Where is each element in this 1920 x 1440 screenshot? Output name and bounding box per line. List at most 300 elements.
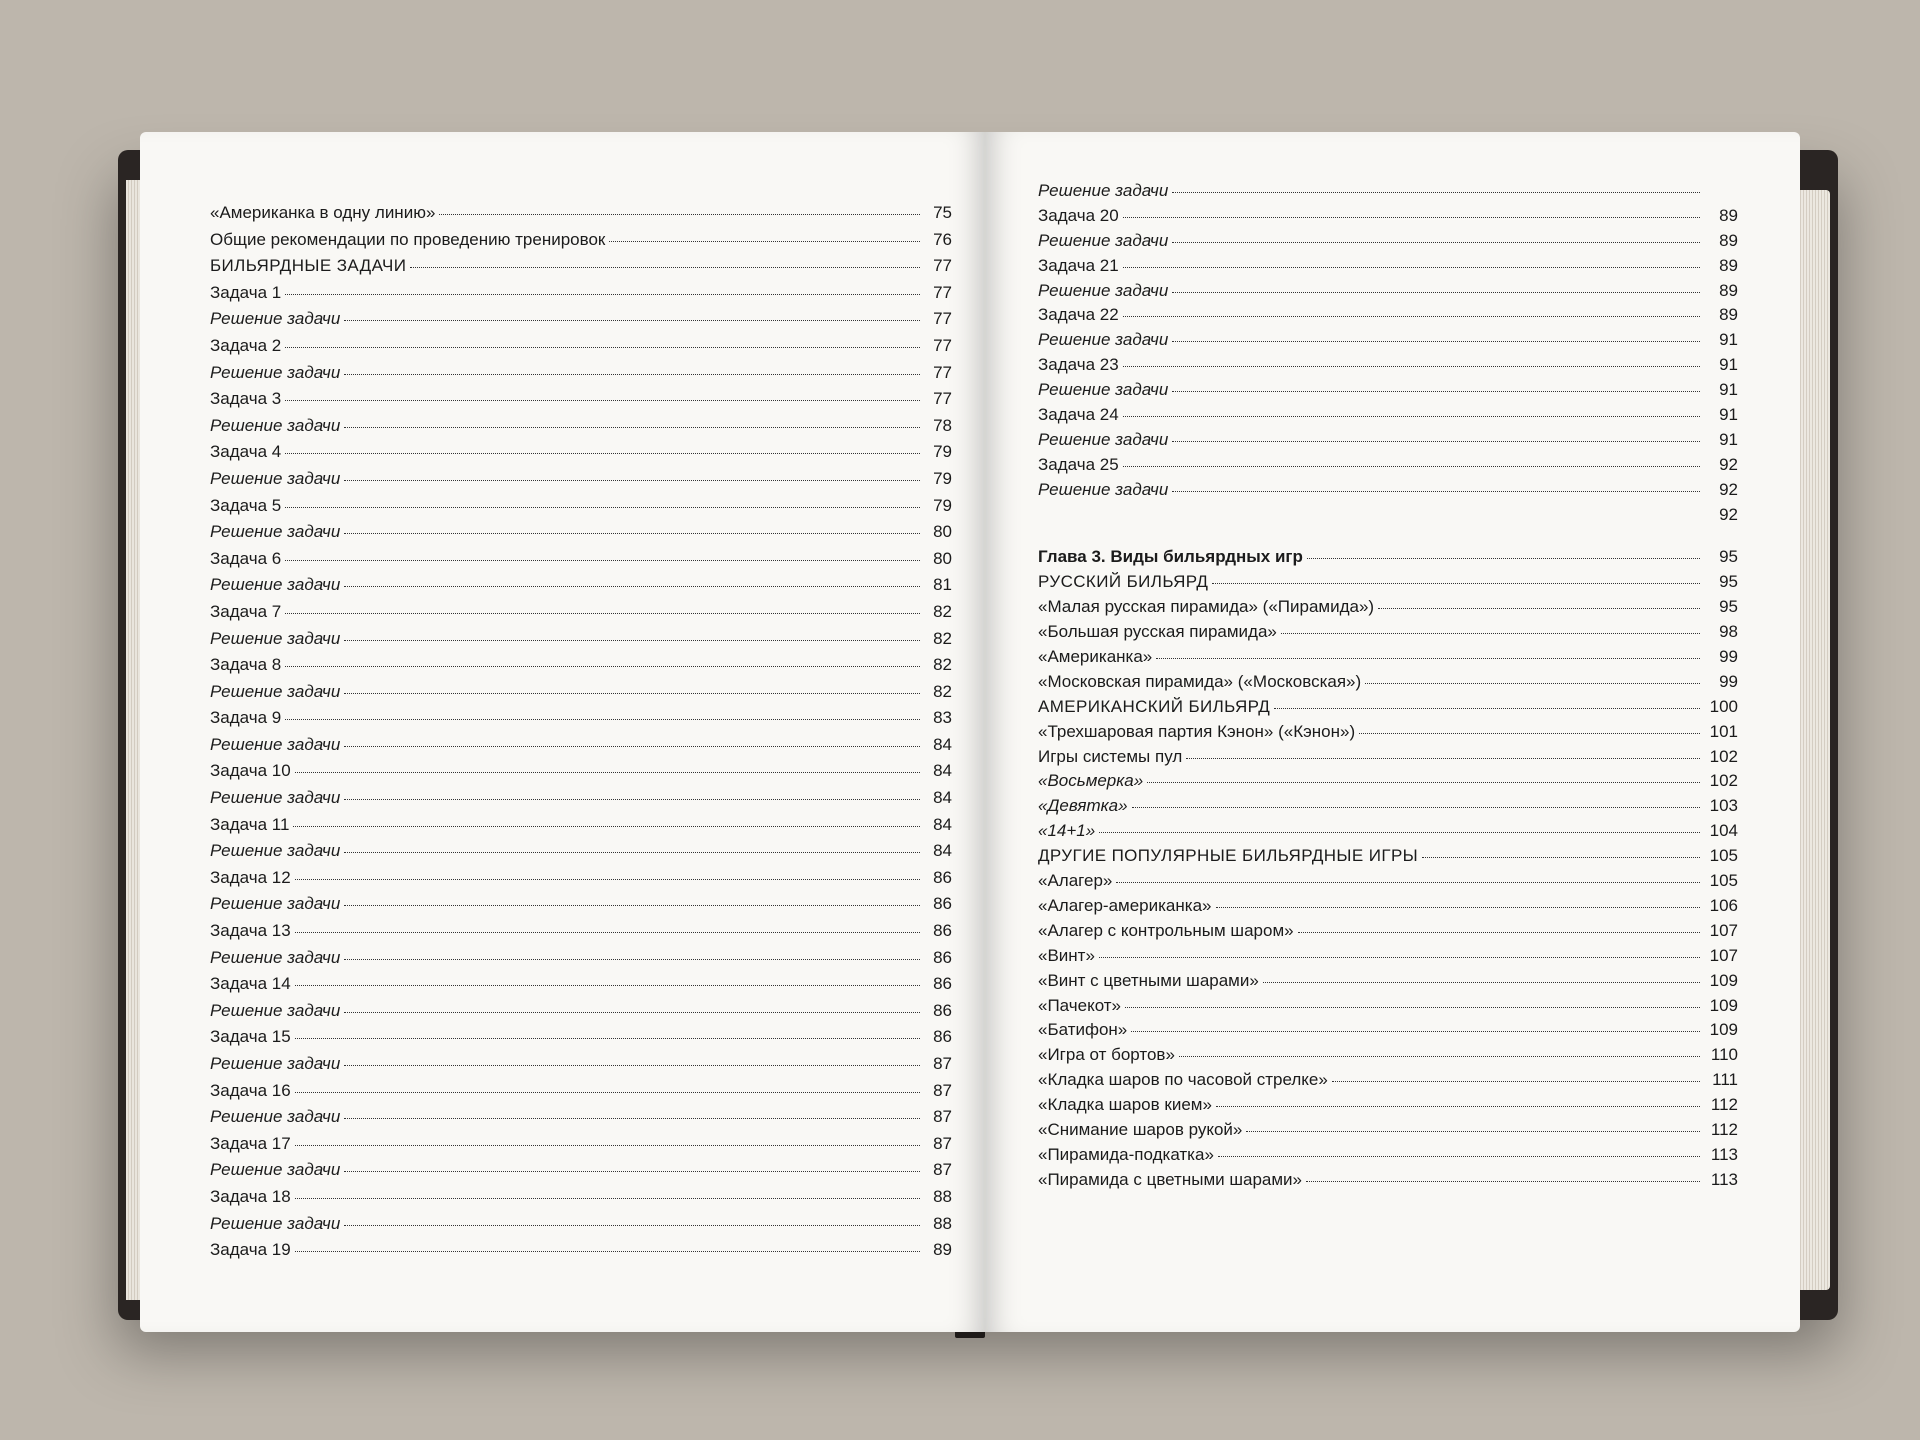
toc-entry-page: 91 (1719, 429, 1738, 449)
toc-entry-page: 91 (1719, 405, 1738, 425)
toc-entry-page: 77 (933, 335, 952, 355)
toc-entry-title: «Батифон» (1038, 1020, 1128, 1040)
toc-entry-page: 82 (933, 681, 952, 701)
dot-leader (285, 400, 920, 401)
dot-leader (1172, 292, 1700, 293)
toc-entry (1038, 996, 1738, 1021)
toc-entry (1038, 747, 1738, 772)
toc-entry-title: Решение задачи (210, 1160, 341, 1180)
toc-entry-page: 86 (933, 921, 952, 941)
dot-leader (1123, 416, 1700, 417)
dot-leader (344, 1065, 920, 1066)
toc-entry-title: Решение задачи (1038, 181, 1169, 200)
toc-entry-title: Решение задачи (210, 415, 341, 435)
toc-entry (1038, 455, 1738, 480)
toc-entry (1038, 896, 1738, 921)
toc-entry-title: «Кладка шаров по часовой стрелке» (1038, 1070, 1328, 1090)
toc-entry-title: Решение задачи (210, 681, 341, 701)
toc-entry-title: Решение задачи (210, 1054, 341, 1073)
toc-entry-page: 106 (1709, 895, 1738, 915)
dot-leader (1172, 341, 1700, 342)
right-toc-list (1038, 181, 1738, 1195)
toc-entry-title: «Игра от бортов» (1038, 1045, 1175, 1065)
dot-leader (344, 1225, 920, 1226)
toc-entry (210, 682, 952, 709)
toc-entry (210, 363, 952, 390)
toc-entry (210, 389, 952, 416)
dot-leader (1274, 708, 1700, 709)
toc-entry (210, 309, 952, 336)
toc-entry-page: 82 (933, 655, 952, 675)
toc-entry (210, 602, 952, 629)
dot-leader (1263, 982, 1700, 983)
toc-entry-title: «Винт» (1038, 945, 1095, 965)
dot-leader (293, 826, 920, 827)
dot-leader (344, 1118, 920, 1119)
toc-entry-title: «Американка» (1038, 647, 1153, 667)
toc-entry-page: 109 (1709, 1020, 1738, 1040)
toc-entry (1038, 722, 1738, 747)
toc-entry-title: Задача 23 (1038, 355, 1119, 375)
toc-entry-page: 87 (933, 1107, 952, 1127)
toc-entry-title: «Пирамида с цветными шарами» (1038, 1169, 1302, 1189)
dot-leader (1246, 1131, 1700, 1132)
toc-entry (1038, 480, 1738, 505)
toc-entry-title: БИЛЬЯРДНЫЕ ЗАДАЧИ (210, 256, 407, 276)
right-page-edges (1798, 190, 1830, 1290)
toc-entry-title: Решение задачи (210, 362, 341, 382)
toc-entry-title: Задача 5 (210, 495, 282, 515)
toc-entry-title: Решение задачи (210, 894, 341, 914)
toc-entry (210, 203, 952, 230)
dot-leader (1212, 583, 1700, 584)
toc-entry (210, 868, 952, 895)
toc-entry-title: Задача 7 (210, 601, 282, 621)
toc-entry (210, 336, 952, 363)
dot-leader (1422, 857, 1700, 858)
toc-entry (210, 708, 952, 735)
toc-entry-title: Решение задачи (210, 522, 341, 542)
toc-entry-title: Решение задачи (1038, 380, 1169, 400)
toc-entry-page: 102 (1709, 771, 1738, 791)
toc-entry (1038, 330, 1738, 355)
toc-entry-title: Решение задачи (1038, 429, 1169, 449)
toc-entry-page: 91 (1719, 380, 1738, 400)
toc-entry-page: 80 (933, 548, 952, 568)
toc-entry-page: 79 (933, 442, 952, 462)
toc-entry-page: 89 (1719, 280, 1738, 300)
toc-entry-page: 89 (1719, 230, 1738, 250)
toc-entry-page: 84 (933, 841, 952, 861)
dot-leader (1306, 1181, 1700, 1182)
toc-entry (210, 522, 952, 549)
toc-entry-title: РУССКИЙ БИЛЬЯРД (1038, 572, 1209, 592)
dot-leader (439, 214, 920, 215)
toc-entry (1038, 1070, 1738, 1095)
toc-entry (210, 575, 952, 602)
toc-entry-title: Задача 6 (210, 548, 282, 568)
toc-entry-page: 79 (933, 468, 952, 488)
toc-entry-page: 95 (1719, 547, 1738, 567)
toc-entry-page: 100 (1709, 696, 1738, 716)
toc-entry-page: 99 (1719, 671, 1738, 691)
toc-entry (1038, 355, 1738, 380)
toc-entry (1038, 547, 1738, 572)
dot-leader (344, 320, 920, 321)
toc-entry-page: 83 (933, 708, 952, 728)
toc-entry (1038, 697, 1738, 722)
toc-entry (1038, 846, 1738, 871)
toc-entry-title: Решение задачи (210, 1000, 341, 1020)
toc-entry (210, 894, 952, 921)
toc-entry-page: 84 (933, 814, 952, 834)
toc-entry-page: 105 (1709, 846, 1738, 866)
toc-entry (1038, 1020, 1738, 1045)
toc-entry-page: 77 (933, 256, 952, 276)
toc-entry (210, 629, 952, 656)
toc-entry-title: Решение задачи (210, 734, 341, 754)
toc-entry-page: 92 (1719, 479, 1738, 499)
toc-entry (210, 469, 952, 496)
toc-entry-title: Задача 16 (210, 1080, 291, 1100)
dot-leader (1186, 758, 1700, 759)
dot-leader (344, 852, 920, 853)
dot-leader (1179, 1056, 1700, 1057)
toc-entry-title: Задача 12 (210, 867, 291, 887)
toc-entry-title: Решение задачи (210, 575, 341, 595)
toc-entry-page: 80 (933, 522, 952, 542)
dot-leader (295, 1092, 920, 1093)
toc-entry-title: «Алагер с контрольным шаром» (1038, 920, 1294, 940)
toc-entry-title: «Пачекот» (1038, 995, 1122, 1015)
toc-entry (1038, 206, 1738, 231)
toc-entry-title: Задача 18 (210, 1186, 291, 1206)
toc-entry-page: 77 (933, 362, 952, 382)
toc-entry-page: 86 (933, 1027, 952, 1047)
toc-entry (210, 974, 952, 1001)
toc-entry-page: 86 (933, 1000, 952, 1020)
toc-entry-title: АМЕРИКАНСКИЙ БИЛЬЯРД (1038, 696, 1271, 716)
toc-entry-page: 77 (933, 282, 952, 302)
toc-entry-title: Задача 8 (210, 655, 282, 675)
toc-entry (210, 1187, 952, 1214)
toc-entry-title: Задача 21 (1038, 255, 1119, 275)
dot-leader (1172, 242, 1700, 243)
dot-leader (285, 666, 920, 667)
toc-entry-page: 88 (933, 1213, 952, 1233)
toc-entry-page: 77 (933, 309, 952, 329)
toc-entry-page: 84 (933, 761, 952, 781)
left-toc-list (210, 203, 952, 1267)
dot-leader (1147, 782, 1700, 783)
toc-entry-page: 86 (933, 974, 952, 994)
toc-entry (1038, 946, 1738, 971)
toc-entry (210, 230, 952, 257)
toc-entry-page: 109 (1709, 970, 1738, 990)
toc-entry-title: Решение задачи (210, 788, 341, 808)
toc-entry-page: 87 (933, 1080, 952, 1100)
dot-leader (344, 959, 920, 960)
toc-entry-title: Решение задачи (210, 1107, 341, 1127)
dot-leader (1132, 807, 1700, 808)
dot-leader (1123, 267, 1700, 268)
dot-leader (295, 879, 920, 880)
toc-entry-page: 102 (1709, 746, 1738, 766)
dot-leader (1359, 733, 1700, 734)
toc-entry-title: Задача 13 (210, 921, 291, 941)
toc-entry-title: «Снимание шаров рукой» (1038, 1119, 1243, 1139)
toc-entry-page: 113 (1710, 1169, 1738, 1189)
toc-entry-page: 101 (1709, 721, 1738, 741)
dot-leader (295, 1038, 920, 1039)
dot-leader (344, 1171, 920, 1172)
toc-entry-title: Игры системы пул (1038, 746, 1183, 766)
dot-leader (1116, 882, 1700, 883)
dot-leader (344, 746, 920, 747)
toc-entry-title: «Американка в одну линию» (210, 203, 436, 222)
toc-entry-title: «Большая русская пирамида» (1038, 622, 1277, 642)
toc-entry (210, 549, 952, 576)
toc-entry-page: 81 (933, 575, 952, 595)
toc-entry (1038, 821, 1738, 846)
toc-entry-title: Решение задачи (210, 947, 341, 967)
toc-entry-title: Задача 19 (210, 1240, 291, 1260)
toc-entry (210, 442, 952, 469)
toc-entry-page: 89 (1719, 205, 1738, 225)
dot-leader (1365, 683, 1700, 684)
toc-entry-page: 103 (1709, 796, 1738, 816)
dot-leader (1123, 366, 1700, 367)
dot-leader (1172, 491, 1700, 492)
toc-entry-title: Общие рекомендации по проведению тренировок (210, 229, 606, 249)
toc-entry-page: 107 (1709, 920, 1738, 940)
toc-entry-title: Решение задачи (1038, 330, 1169, 350)
toc-entry-page: 111 (1712, 1070, 1738, 1090)
toc-entry-page: 84 (933, 788, 952, 808)
toc-entry (1038, 796, 1738, 821)
toc-entry (210, 496, 952, 523)
dot-leader (344, 427, 920, 428)
toc-entry-page: 87 (933, 1133, 952, 1153)
toc-entry-title: Решение задачи (1038, 479, 1169, 499)
dot-leader (285, 347, 920, 348)
dot-leader (1123, 217, 1700, 218)
toc-entry-title: Задача 11 (210, 814, 290, 834)
toc-entry-page: 89 (933, 1240, 952, 1260)
toc-entry-page: 75 (933, 203, 952, 222)
toc-entry-page: 92 (1719, 504, 1738, 524)
toc-entry (1038, 1145, 1738, 1170)
toc-entry-page: 88 (933, 1186, 952, 1206)
toc-entry (210, 256, 952, 283)
toc-entry (1038, 597, 1738, 622)
dot-leader (285, 613, 920, 614)
toc-entry-page: 112 (1710, 1119, 1738, 1139)
dot-leader (1123, 316, 1700, 317)
toc-trailing-page-number (1038, 505, 1738, 530)
toc-entry (1038, 405, 1738, 430)
toc-entry-page: 92 (1719, 454, 1738, 474)
toc-entry-page: 87 (933, 1160, 952, 1180)
dot-leader (295, 985, 920, 986)
dot-leader (1123, 466, 1700, 467)
toc-entry-page: 82 (933, 628, 952, 648)
toc-entry (1038, 771, 1738, 796)
toc-entry-page: 86 (933, 947, 952, 967)
toc-entry (210, 921, 952, 948)
toc-entry-page: 78 (933, 415, 952, 435)
dot-leader (295, 1198, 920, 1199)
chapter-spacer (1038, 529, 1738, 547)
toc-entry-title: Глава 3. Виды бильярдных игр (1038, 547, 1303, 567)
toc-entry (210, 1001, 952, 1028)
toc-entry (1038, 305, 1738, 330)
dot-leader (295, 1145, 920, 1146)
toc-entry-title: Решение задачи (210, 309, 341, 329)
dot-leader (1216, 1106, 1700, 1107)
toc-entry-title: «Кладка шаров кием» (1038, 1095, 1212, 1115)
toc-entry-title: Задача 1 (210, 282, 282, 302)
dot-leader (295, 1251, 920, 1252)
toc-entry (1038, 672, 1738, 697)
dot-leader (1099, 957, 1700, 958)
toc-entry-title: «Алагер» (1038, 871, 1113, 891)
dot-leader (1216, 907, 1701, 908)
toc-entry (1038, 1120, 1738, 1145)
toc-entry-page: 99 (1719, 647, 1738, 667)
toc-entry-title: ДРУГИЕ ПОПУЛЯРНЫЕ БИЛЬЯРДНЫЕ ИГРЫ (1038, 846, 1419, 866)
dot-leader (1172, 192, 1700, 193)
toc-entry (1038, 1095, 1738, 1120)
toc-entry-page: 112 (1710, 1095, 1738, 1115)
toc-entry-page: 86 (933, 867, 952, 887)
toc-entry (1038, 622, 1738, 647)
toc-entry-title: Задача 20 (1038, 205, 1119, 225)
toc-entry-page: 91 (1719, 355, 1738, 375)
dot-leader (285, 507, 920, 508)
toc-entry-title: Задача 3 (210, 389, 282, 409)
toc-entry-page: 87 (933, 1054, 952, 1073)
toc-entry-page: 84 (933, 734, 952, 754)
toc-entry-page: 77 (933, 389, 952, 409)
toc-entry (210, 815, 952, 842)
toc-entry (210, 1160, 952, 1187)
toc-entry (1038, 380, 1738, 405)
toc-entry-title: Задача 4 (210, 442, 282, 462)
toc-entry-title: «Алагер-американка» (1038, 895, 1212, 915)
dot-leader (1218, 1156, 1700, 1157)
toc-entry-title: «Пирамида-подкатка» (1038, 1144, 1214, 1164)
toc-entry-page: 110 (1710, 1045, 1738, 1065)
dot-leader (285, 294, 920, 295)
dot-leader (1156, 658, 1700, 659)
dot-leader (1281, 633, 1700, 634)
toc-entry-page: 79 (933, 495, 952, 515)
toc-entry-title: «14+1» (1038, 821, 1096, 841)
dot-leader (344, 374, 920, 375)
toc-entry-title: Задача 14 (210, 974, 291, 994)
toc-entry-title: Решение задачи (210, 841, 341, 861)
toc-entry (1038, 921, 1738, 946)
toc-entry (210, 655, 952, 682)
toc-entry-page: 98 (1719, 622, 1738, 642)
toc-entry (210, 1027, 952, 1054)
toc-entry-title: «Трехшаровая партия Кэнон» («Кэнон») (1038, 721, 1356, 741)
toc-entry (1038, 647, 1738, 672)
dot-leader (1172, 441, 1700, 442)
toc-entry-title: Задача 25 (1038, 454, 1119, 474)
toc-entry (210, 788, 952, 815)
dot-leader (344, 905, 920, 906)
toc-entry (210, 841, 952, 868)
toc-entry (1038, 1045, 1738, 1070)
dot-leader (410, 267, 920, 268)
toc-entry (1038, 256, 1738, 281)
dot-leader (344, 693, 920, 694)
toc-entry-title: Задача 15 (210, 1027, 291, 1047)
dot-leader (1172, 391, 1700, 392)
dot-leader (609, 241, 920, 242)
toc-entry-title: Задача 9 (210, 708, 282, 728)
dot-leader (1099, 832, 1700, 833)
toc-entry-page: 91 (1719, 330, 1738, 350)
toc-entry (1038, 281, 1738, 306)
dot-leader (344, 480, 920, 481)
toc-entry (1038, 430, 1738, 455)
dot-leader (285, 560, 920, 561)
dot-leader (295, 772, 920, 773)
dot-leader (1332, 1081, 1700, 1082)
toc-entry-page: 89 (1719, 255, 1738, 275)
dot-leader (285, 453, 920, 454)
dot-leader (344, 1012, 920, 1013)
dot-leader (1125, 1007, 1700, 1008)
toc-entry-page: 105 (1709, 871, 1738, 891)
toc-entry (210, 1240, 952, 1267)
toc-entry-title: «Малая русская пирамида» («Пирамида») (1038, 597, 1375, 617)
toc-entry (210, 735, 952, 762)
toc-entry (210, 1107, 952, 1134)
toc-entry (1038, 181, 1738, 206)
toc-entry-title: Задача 17 (210, 1133, 291, 1153)
toc-entry-page: 113 (1710, 1144, 1738, 1164)
toc-entry (1038, 231, 1738, 256)
toc-entry-page: 95 (1719, 597, 1738, 617)
dot-leader (1307, 558, 1700, 559)
toc-entry-title: Задача 24 (1038, 405, 1119, 425)
toc-entry (210, 416, 952, 443)
toc-entry-title: Задача 2 (210, 335, 282, 355)
dot-leader (285, 719, 920, 720)
toc-entry (210, 948, 952, 975)
dot-leader (344, 586, 920, 587)
toc-entry-title: «Девятка» (1038, 796, 1128, 816)
toc-entry-title: «Московская пирамида» («Московская») (1038, 671, 1362, 691)
toc-entry (1038, 871, 1738, 896)
dot-leader (344, 533, 920, 534)
toc-entry (210, 1054, 952, 1081)
dot-leader (344, 799, 920, 800)
toc-entry (210, 1134, 952, 1161)
dot-leader (1131, 1031, 1700, 1032)
dot-leader (344, 640, 920, 641)
toc-entry-title: Решение задачи (1038, 280, 1169, 300)
toc-entry-page: 109 (1709, 995, 1738, 1015)
toc-entry-page: 86 (933, 894, 952, 914)
toc-entry (210, 1214, 952, 1241)
dot-leader (1378, 608, 1700, 609)
toc-entry-title: Решение задачи (210, 1213, 341, 1233)
